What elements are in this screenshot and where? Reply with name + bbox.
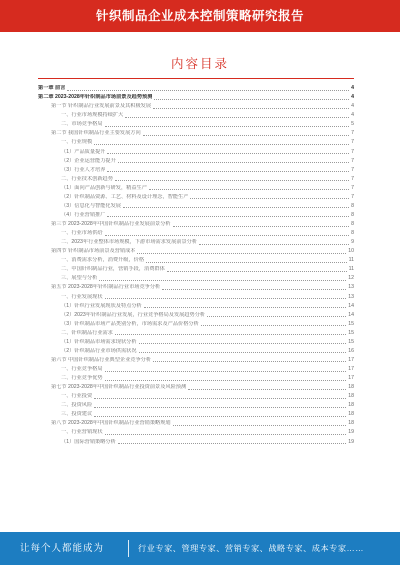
toc-entry[interactable] (38, 364, 354, 373)
toc-entry-text: （4）行业营销推广 (61, 211, 106, 218)
toc-page-number: 8 (351, 211, 354, 218)
toc-entry[interactable] (38, 291, 354, 300)
toc-page-number: 4 (351, 103, 354, 110)
toc-leader-dots (94, 398, 346, 399)
toc-entry[interactable] (38, 228, 354, 237)
toc-entry[interactable] (38, 146, 354, 155)
toc-page-number: 13 (348, 293, 354, 300)
toc-leader-dots (115, 334, 346, 335)
toc-entry[interactable] (38, 355, 354, 364)
toc-leader-dots (105, 235, 350, 236)
toc-leader-dots (139, 343, 347, 344)
toc-entry-text: （3）针织制品市场产品类别分析，市场需求及产品价格分析 (61, 320, 199, 327)
toc-leader-dots (207, 316, 346, 317)
toc-entry-text: 二、2023年行业整体市场规模，下游市场需求发展前景分析 (61, 239, 198, 246)
toc-entry-text: 一、行业市场供给 (61, 230, 103, 237)
toc-entry-text: 第一章 前言 (38, 85, 66, 92)
toc-entry-text: 二、投资风险 (61, 402, 93, 409)
toc-entry[interactable] (38, 101, 354, 110)
toc-entry[interactable] (38, 337, 354, 346)
toc-entry[interactable] (38, 174, 354, 183)
toc-page-number: 15 (348, 338, 354, 345)
toc-page-number: 4 (351, 94, 354, 101)
toc-page-number: 11 (348, 266, 354, 273)
footer-divider (128, 540, 129, 557)
toc-entry-text: （2）针织制品资源、工艺、材料及设计理念，智能生产 (61, 193, 189, 200)
toc-leader-dots (201, 325, 346, 326)
toc-leader-dots (146, 262, 347, 263)
toc-entry-text: 二、市场竞争格局 (61, 121, 103, 128)
toc-page-number: 8 (351, 221, 354, 227)
toc-entry-text: 一、行业发展现状 (61, 293, 103, 300)
toc-leader-dots (115, 180, 349, 181)
toc-entry[interactable] (38, 201, 354, 210)
toc-page-number: 9 (351, 239, 354, 246)
toc-page-number: 8 (351, 202, 354, 209)
toc-leader-dots (173, 226, 349, 227)
toc-page-number: 7 (351, 157, 354, 164)
toc-entry-text: （2）针织制品行业市场供需状况 (61, 347, 137, 354)
toc-entry-text: 第八节 2023-2028年中国针织制品行业营销策略规划 (51, 420, 171, 427)
toc-entry-text: （1）国际营销策略分析 (61, 438, 116, 445)
toc-page-number: 7 (351, 193, 354, 200)
toc-entry[interactable] (38, 110, 354, 119)
toc-entry-text: 一、消费需求分析，消费升级，价格 (61, 257, 145, 264)
toc-page-number: 14 (348, 311, 354, 318)
toc-leader-dots (143, 135, 349, 136)
toc-entry-text: 第二节 我国针织制品行业主要发展方向 (51, 130, 141, 137)
toc-page-number: 13 (348, 284, 354, 291)
toc-entry-text: 第三节 2023-2028年中国针织制品行业发展前景分析 (51, 221, 171, 227)
toc-entry[interactable] (38, 183, 354, 192)
toc-page-number: 19 (348, 438, 354, 445)
toc-entry[interactable] (38, 219, 354, 228)
toc-entry[interactable] (38, 436, 354, 445)
toc-leader-dots (173, 425, 347, 426)
toc-entry[interactable] (38, 156, 354, 165)
toc-entry-text: 一、行业规模 (61, 139, 93, 146)
toc-page-number: 19 (348, 429, 354, 436)
toc-page-number: 15 (348, 329, 354, 336)
toc-page-number: 7 (351, 166, 354, 173)
toc-page-number: 14 (348, 302, 354, 309)
toc-entry-text: 二、行业竞争优势 (61, 375, 103, 382)
toc-leader-dots (118, 443, 346, 444)
toc-heading: 内容目录 (170, 57, 229, 71)
toc-entry[interactable] (38, 346, 354, 355)
toc-page-number: 8 (351, 230, 354, 237)
toc-entry-text: 第五节 2023-2028年针织制品行业市场竞争分析 (51, 284, 161, 291)
toc-entry-text: 二、中国针织制品行业，营销手段，消费群体 (61, 266, 165, 273)
toc-page-number: 18 (348, 402, 354, 409)
toc-entry-text: 第一节 针织制品行业发展前景及其积极发展 (51, 103, 152, 110)
toc-entry[interactable] (38, 373, 354, 382)
toc-leader-dots (118, 162, 349, 163)
toc-entry[interactable] (38, 137, 354, 146)
toc-entry-text: 第七节 2023-2028年中国针织制品行业投资前景及风险预测 (51, 384, 187, 391)
toc-leader-dots (107, 216, 349, 217)
toc-entry-text: 二、行业技术创新趋势 (61, 175, 113, 182)
toc-leader-dots (149, 189, 349, 190)
toc-page-number: 4 (351, 112, 354, 119)
report-title: 针织制品企业成本控制策略研究报告 (95, 9, 304, 23)
toc-entry[interactable] (38, 192, 354, 201)
toc-page-number: 7 (351, 184, 354, 191)
footer-slogan: 让每个人都能成为 (20, 543, 105, 554)
toc-entry[interactable] (38, 210, 354, 219)
table-of-contents (38, 83, 354, 446)
toc-leader-dots (167, 271, 347, 272)
toc-entry[interactable] (38, 301, 354, 310)
toc-entry[interactable] (38, 255, 354, 264)
toc-entry[interactable] (38, 310, 354, 319)
toc-entry[interactable] (38, 237, 354, 246)
toc-page-number: 10 (348, 248, 354, 255)
toc-leader-dots (105, 380, 347, 381)
toc-entry[interactable] (38, 319, 354, 328)
toc-entry-text: （1）产品质量提升 (61, 148, 106, 155)
toc-entry[interactable] (38, 282, 354, 291)
toc-divider (38, 78, 354, 79)
toc-entry[interactable] (38, 273, 354, 282)
toc-entry-text: 第二章 2023-2028年针织制品市场前景及趋势预测 (38, 94, 153, 101)
toc-entry[interactable] (38, 119, 354, 128)
toc-entry-text: （2）企业运营能力提升 (61, 157, 116, 164)
toc-page-number: 18 (348, 393, 354, 400)
footer-roles: 行业专家、管理专家、营销专家、战略专家、成本专家…… (138, 544, 364, 553)
toc-leader-dots (107, 153, 349, 154)
toc-leader-dots (107, 171, 349, 172)
toc-entry-text: （1）面向产品创新与研发，精益生产 (61, 184, 147, 191)
toc-leader-dots (67, 90, 349, 91)
toc-page-number: 18 (348, 411, 354, 418)
toc-entry[interactable] (38, 391, 354, 400)
toc-leader-dots (105, 298, 347, 299)
toc-leader-dots (144, 307, 347, 308)
toc-page-number: 5 (351, 121, 354, 128)
toc-entry[interactable] (38, 400, 354, 409)
toc-page-number: 12 (348, 275, 354, 282)
toc-entry[interactable] (38, 83, 354, 92)
toc-entry[interactable] (38, 165, 354, 174)
toc-entry-text: （1）针织行业发展现状及特点分析 (61, 302, 142, 309)
toc-entry-text: （3）信息化与智能化发展 (61, 202, 121, 209)
toc-entry-text: 第六节 中国针织制品行业典型企业竞争分析 (51, 356, 152, 363)
toc-entry-text: 一、行业投资 (61, 393, 93, 400)
toc-page-number: 11 (348, 257, 354, 264)
toc-leader-dots (105, 434, 347, 435)
toc-leader-dots (153, 361, 346, 362)
toc-leader-dots (139, 352, 347, 353)
toc-leader-dots (99, 280, 346, 281)
toc-entry-text: 第四节 针织制品市场前景及营销成本 (51, 248, 136, 255)
toc-page-number: 16 (348, 347, 354, 354)
toc-page-number: 17 (348, 375, 354, 382)
toc-page-number: 17 (348, 356, 354, 363)
toc-leader-dots (105, 126, 350, 127)
toc-entry[interactable] (38, 409, 354, 418)
toc-entry-text: （3）行业人才培养 (61, 166, 106, 173)
toc-leader-dots (94, 407, 346, 408)
toc-page-number: 4 (351, 85, 354, 92)
toc-leader-dots (137, 253, 346, 254)
toc-entry[interactable] (38, 128, 354, 137)
toc-entry-text: 三、投资建议 (61, 411, 93, 418)
toc-leader-dots (153, 108, 349, 109)
toc-page-number: 15 (348, 320, 354, 327)
toc-entry-text: 一、行业竞争格局 (61, 366, 103, 372)
toc-leader-dots (123, 207, 349, 208)
toc-page-number: 18 (348, 420, 354, 427)
toc-page-number: 7 (351, 130, 354, 137)
toc-page-number: 17 (348, 366, 354, 372)
toc-entry-text: 一、行业营销现状 (61, 429, 103, 436)
toc-entry[interactable] (38, 92, 354, 101)
toc-leader-dots (199, 244, 349, 245)
toc-page-number: 7 (351, 175, 354, 182)
toc-entry[interactable] (38, 427, 354, 436)
toc-entry[interactable] (38, 264, 354, 273)
toc-entry-text: 一、行业市场规模持续扩大 (61, 112, 124, 119)
toc-leader-dots (188, 389, 346, 390)
toc-entry-text: 二、针织制品行业需求 (61, 329, 113, 336)
toc-leader-dots (105, 371, 347, 372)
toc-page-number: 7 (351, 148, 354, 155)
toc-entry-text: （1）针织制品市场需求现状分析 (61, 338, 137, 345)
toc-entry-text: （2）2023年针织制品行业发展，行业竞争格局及发展趋势分析 (61, 311, 206, 318)
toc-page-number: 18 (348, 384, 354, 391)
toc-leader-dots (125, 117, 349, 118)
toc-leader-dots (190, 198, 349, 199)
toc-page-number: 7 (351, 139, 354, 146)
toc-leader-dots (94, 416, 346, 417)
toc-leader-dots (94, 144, 349, 145)
toc-entry[interactable] (38, 328, 354, 337)
toc-entry[interactable] (38, 382, 354, 391)
toc-entry-text: 三、展望与分析 (61, 275, 98, 282)
toc-leader-dots (154, 99, 349, 100)
toc-leader-dots (162, 289, 346, 290)
toc-entry[interactable] (38, 246, 354, 255)
toc-entry[interactable] (38, 418, 354, 427)
